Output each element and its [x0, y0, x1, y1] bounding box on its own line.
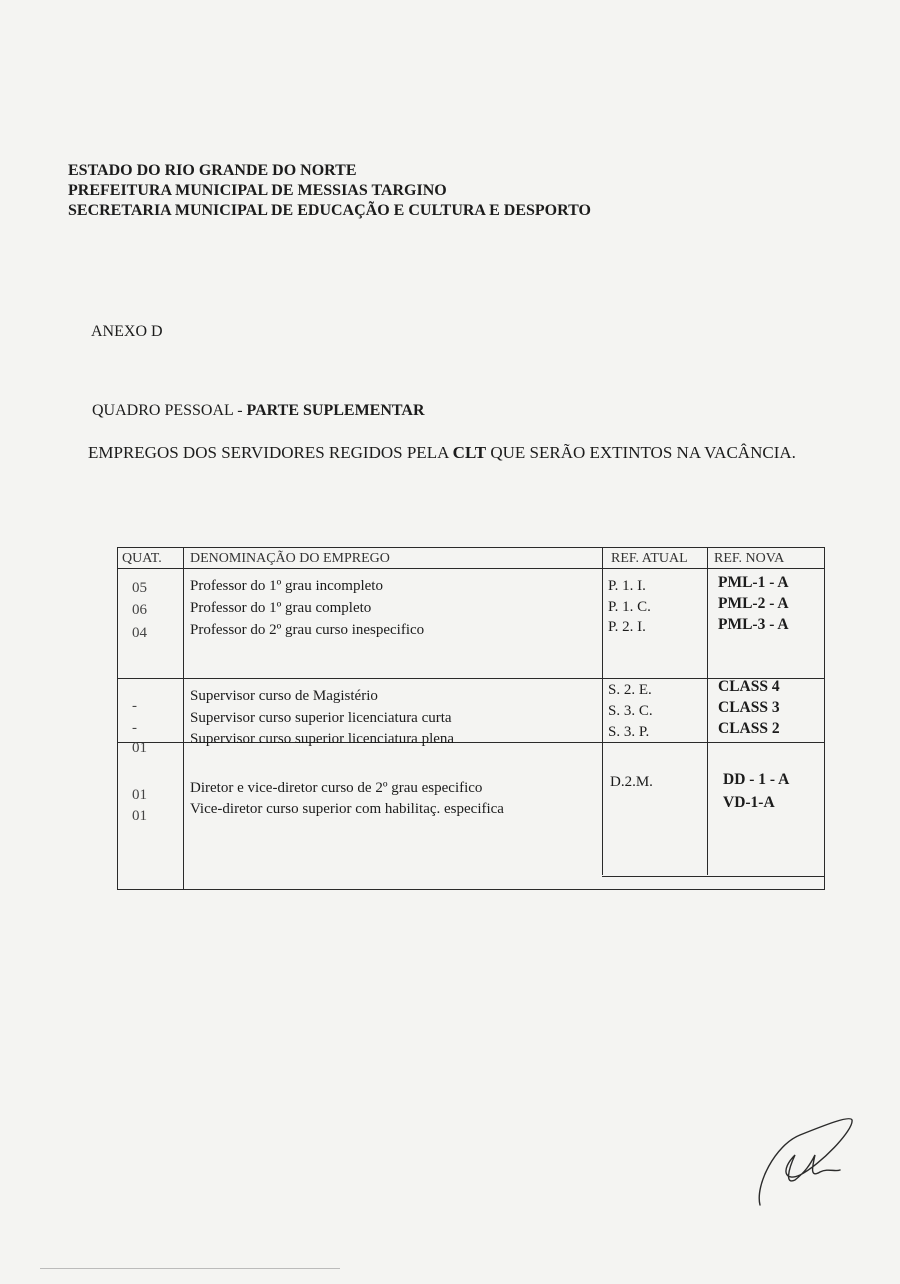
- table-cell-ref-nova: PML-3 - A: [718, 616, 789, 633]
- table-divider: [707, 548, 708, 875]
- header-denominacao: DENOMINAÇÃO DO EMPREGO: [190, 551, 390, 566]
- empregos-after: QUE SERÃO EXTINTOS NA VACÂNCIA.: [486, 443, 796, 462]
- table-cell-denominacao: Diretor e vice-diretor curso de 2º grau especifico: [190, 780, 483, 796]
- table-cell-quat: 01: [132, 740, 147, 756]
- table-cell-quat: 04: [132, 625, 147, 641]
- document-header: [68, 161, 591, 221]
- header-quat: QUAT.: [122, 551, 162, 566]
- signature-scribble: [740, 1110, 870, 1220]
- table-cell-quat: 01: [132, 787, 147, 803]
- quadro-prefix: QUADRO PESSOAL -: [92, 402, 247, 419]
- table-cell-denominacao: Professor do 1º grau completo: [190, 600, 372, 616]
- table-cell-quat: 01: [132, 808, 147, 824]
- table-cell-ref-nova: CLASS 3: [718, 699, 780, 716]
- header-ref-atual: REF. ATUAL: [611, 551, 688, 566]
- table-cell-ref-atual: P. 1. I.: [608, 578, 646, 594]
- annex-title: ANEXO D: [91, 323, 163, 340]
- empregos-clt: CLT: [452, 443, 487, 462]
- table-cell-ref-atual: P. 1. C.: [608, 599, 651, 615]
- table-cell-ref-nova: VD-1-A: [723, 794, 775, 811]
- table-cell-ref-atual: S. 3. P.: [608, 724, 650, 740]
- positions-table: [117, 547, 825, 890]
- scan-edge-line: [40, 1268, 340, 1269]
- table-cell-denominacao: Professor do 1º grau incompleto: [190, 578, 383, 594]
- table-cell-quat: -: [132, 698, 137, 714]
- table-cell-quat: 06: [132, 602, 147, 618]
- empregos-description: [88, 442, 808, 464]
- table-cell-denominacao: Supervisor curso superior licenciatura curta: [190, 710, 452, 726]
- table-cell-quat: 05: [132, 580, 147, 596]
- table-cell-quat: -: [132, 720, 137, 736]
- table-cell-denominacao: Supervisor curso superior licenciatura plena: [190, 731, 455, 747]
- header-secretariat: SECRETARIA MUNICIPAL DE EDUCAÇÃO E CULTURA E DESPORTO: [68, 202, 591, 219]
- quadro-title: [92, 402, 425, 420]
- header-ref-nova: REF. NOVA: [714, 551, 785, 566]
- table-cell-ref-atual: D.2.M.: [610, 774, 653, 790]
- table-cell-ref-nova: DD - 1 - A: [723, 771, 790, 788]
- table-cell-ref-nova: PML-2 - A: [718, 595, 789, 612]
- header-state: ESTADO DO RIO GRANDE DO NORTE: [68, 162, 357, 179]
- quadro-bold: PARTE SUPLEMENTAR: [246, 402, 425, 419]
- table-cell-denominacao: Professor do 2º grau curso inespecifico: [190, 622, 425, 638]
- header-prefecture: PREFEITURA MUNICIPAL DE MESSIAS TARGINO: [68, 182, 447, 199]
- empregos-before: EMPREGOS DOS SERVIDORES REGIDOS PELA: [88, 443, 453, 462]
- table-cell-denominacao: Vice-diretor curso superior com habilitaç. especifica: [190, 801, 504, 817]
- table-cell-ref-atual: P. 2. I.: [608, 619, 646, 635]
- table-cell-ref-nova: PML-1 - A: [718, 574, 789, 591]
- table-divider: [602, 876, 824, 877]
- table-cell-ref-atual: S. 2. E.: [608, 682, 652, 698]
- table-cell-denominacao: Supervisor curso de Magistério: [190, 688, 378, 704]
- table-cell-ref-atual: S. 3. C.: [608, 703, 653, 719]
- table-cell-ref-nova: CLASS 4: [718, 678, 780, 695]
- table-cell-ref-nova: CLASS 2: [718, 720, 780, 737]
- table-divider: [183, 548, 184, 889]
- table-divider: [602, 548, 603, 875]
